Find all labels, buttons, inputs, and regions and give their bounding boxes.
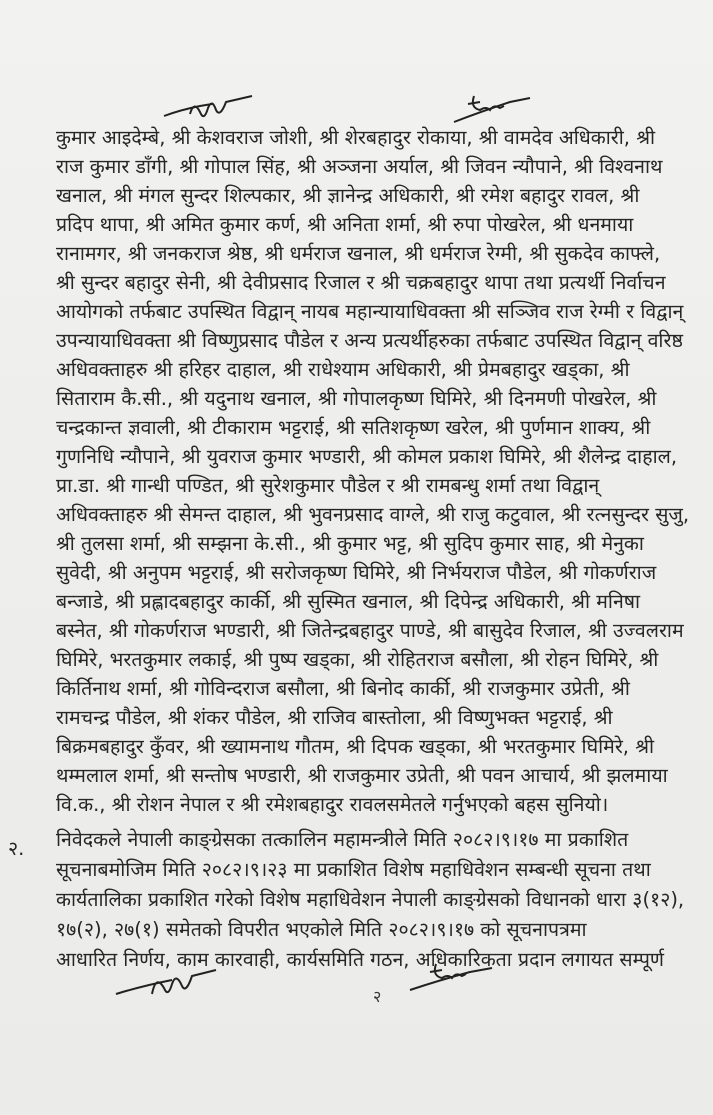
text-line: आधारित निर्णय, काम कारवाही, कार्यसमिति गठन, अधिकारिकता प्रदान लगायत सम्पूर्ण xyxy=(56,948,664,971)
text-line: बन्जाडे, श्री प्रह्लादबहादुर कार्की, श्री सुस्मित खनाल, श्री दिपेन्द्र अधिकारी, श्री मनिषा xyxy=(56,590,641,613)
text-line: उपन्यायाधिवक्ता श्री विष्णुप्रसाद पौडेल र अन्य प्रत्यर्थीहरुका तर्फबाट उपस्थित विद्वान् वरिष्ठ xyxy=(56,329,683,352)
text-line: रामचन्द्र पौडेल, श्री शंकर पौडेल, श्री राजिव बास्तोला, श्री विष्णुभक्त भट्टराई, श्री xyxy=(56,706,613,729)
text-line: गुणनिधि न्यौपाने, श्री युवराज कुमार भण्डारी, श्री कोमल प्रकाश घिमिरे, श्री शैलेन्द्र दाहाल, xyxy=(56,445,678,468)
text-line: किर्तिनाथ शर्मा, श्री गोविन्दराज बसौला, श्री बिनोद कार्की, श्री राजकुमार उप्रेती, श्री xyxy=(56,677,630,700)
text-line: थम्मलाल शर्मा, श्री सन्तोष भण्डारी, श्री राजकुमार उप्रेती, श्री पवन आचार्य, श्री झलमाया xyxy=(56,764,668,787)
text-line: निवेदकले नेपाली काङ्ग्रेसका तत्कालिन महामन्त्रीले मिति २०८२।९।१७ मा प्रकाशित xyxy=(56,828,629,851)
text-line: बिक्रमबहादुर कुँवर, श्री ख्यामनाथ गौतम, श्री दिपक खड्का, श्री भरतकुमार घिमिरे, श्री xyxy=(56,735,655,758)
text-line: वि.क., श्री रोशन नेपाल र श्री रमेशबहादुर रावलसमेतले गर्नुभएको बहस सुनियो। xyxy=(56,793,609,816)
text-line: प्रदिप थापा, श्री अमित कुमार कर्ण, श्री अनिता शर्मा, श्री रुपा पोखरेल, श्री धनमाया xyxy=(56,213,634,236)
text-line: सुवेदी, श्री अनुपम भट्टराई, श्री सरोजकृष्ण घिमिरे, श्री निर्भयराज पौडेल, श्री गोकर्णराज xyxy=(56,561,657,584)
text-line: राज कुमार डाँगी, श्री गोपाल सिंह, श्री अञ्जना अर्याल, श्री जिवन न्यौपाने, श्री विश्वनाथ xyxy=(56,155,663,178)
text-line: खनाल, श्री मंगल सुन्दर शिल्पकार, श्री ज्ञानेन्द्र अधिकारी, श्री रमेश बहादुर रावल, श्री xyxy=(56,184,640,207)
text-line: रानामगर, श्री जनकराज श्रेष्ठ, श्री धर्मराज खनाल, श्री धर्मराज रेग्मी, श्री सुकदेव काफ्ले, xyxy=(56,242,661,265)
text-line: बस्नेत, श्री गोकर्णराज भण्डारी, श्री जितेन्द्रबहादुर पाण्डे, श्री बासुदेव रिजाल, श्री उज्वलराम xyxy=(56,619,684,642)
text-line: कार्यतालिका प्रकाशित गरेको विशेष महाधिवेशन नेपाली काङ्ग्रेसको विधानको धारा ३(१२), xyxy=(56,888,685,911)
page-number: २ xyxy=(373,987,382,1006)
signature-bottom-right xyxy=(400,958,500,998)
text-line: चन्द्रकान्त ज्ञवाली, श्री टीकाराम भट्टराई, श्री सतिशकृष्ण खरेल, श्री पुर्णमान शाक्य, श्री xyxy=(56,416,651,439)
text-line: अधिवक्ताहरु श्री सेमन्त दाहाल, श्री भुवनप्रसाद वाग्ले, श्री राजु कटुवाल, श्री रत्नसुन्दर सुजु, xyxy=(56,503,690,526)
text-line: सिताराम कै.सी., श्री यदुनाथ खनाल, श्री गोपालकृष्ण घिमिरे, श्री दिनमणी पोखरेल, श्री xyxy=(56,387,657,410)
text-line: आयोगको तर्फबाट उपस्थित विद्वान् नायब महान्यायाधिवक्ता श्री सञ्जिव राज रेग्मी र विद्वान् xyxy=(56,300,684,323)
signature-bottom-left xyxy=(112,964,222,1009)
text-line: १७(२), २७(१) समेतको विपरीत भएकोले मिति २०८२।९।१७ को सूचनापत्रमा xyxy=(56,918,587,941)
text-line: श्री तुलसा शर्मा, श्री सम्झना के.सी., श्री कुमार भट्ट, श्री सुदिप कुमार साह, श्री मेनुका xyxy=(56,532,644,555)
text-line: घिमिरे, भरतकुमार लकाई, श्री पुष्प खड्का, श्री रोहितराज बसौला, श्री रोहन घिमिरे, श्री xyxy=(56,648,659,671)
text-line: सूचनाबमोजिम मिति २०८२।९।२३ मा प्रकाशित विशेष महाधिवेशन सम्बन्धी सूचना तथा xyxy=(56,858,651,881)
text-line: अधिवक्ताहरु श्री हरिहर दाहाल, श्री राधेश्याम अधिकारी, श्री प्रेमबहादुर खड्का, श्री xyxy=(56,358,630,381)
paragraph-number: २. xyxy=(8,837,25,860)
text-line: श्री सुन्दर बहादुर सेनी, श्री देवीप्रसाद रिजाल र श्री चक्रबहादुर थापा तथा प्रत्यर्थी निर्वाचन xyxy=(56,271,666,294)
text-line: कुमार आइदेम्बे, श्री केशवराज जोशी, श्री शेरबहादुर रोकाया, श्री वामदेव अधिकारी, श्री xyxy=(56,126,656,149)
text-line: प्रा.डा. श्री गान्धी पण्डित, श्री सुरेशकुमार पौडेल र श्री रामबन्धु शर्मा तथा विद्वान् xyxy=(56,474,600,497)
